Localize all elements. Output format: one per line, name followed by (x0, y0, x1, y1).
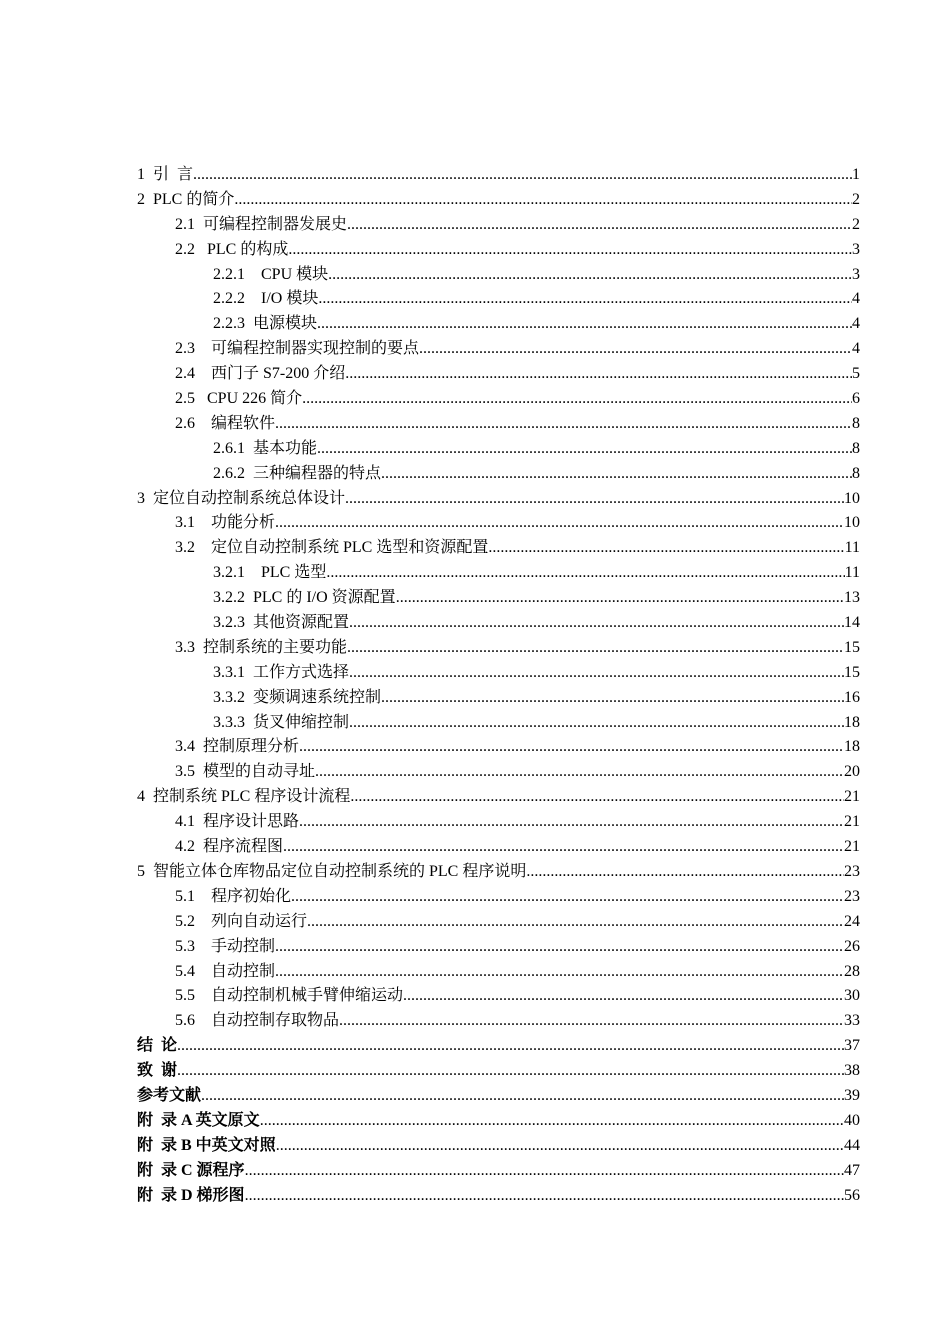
toc-entry-title: 附 录 A 英文原文 (137, 1111, 260, 1129)
toc-entry-title: 2.3 可编程控制器实现控制的要点 (175, 340, 420, 358)
toc-entry-title: 3.3 控制系统的主要功能 (175, 638, 348, 656)
toc-entry[interactable] (137, 412, 860, 437)
toc-entry-page-number: 3 (852, 240, 860, 258)
dot-leader (177, 1059, 844, 1084)
toc-entry-page-number: 8 (852, 439, 860, 457)
toc-entry-page-number: 3 (852, 265, 860, 283)
toc-entry-title: 附 录 D 梯形图 (137, 1186, 245, 1204)
dot-leader (291, 885, 844, 910)
toc-entry[interactable] (137, 636, 860, 661)
toc-entry[interactable] (137, 188, 860, 213)
toc-entry[interactable] (137, 487, 860, 512)
dot-leader (526, 860, 844, 885)
toc-entry[interactable] (137, 1084, 860, 1109)
dot-leader (349, 611, 844, 636)
toc-entry[interactable] (137, 1059, 860, 1084)
toc-entry[interactable] (137, 462, 860, 487)
toc-entry-title: 5.1 程序初始化 (175, 887, 292, 905)
dot-leader (288, 238, 852, 263)
toc-entry[interactable] (137, 536, 860, 561)
table-of-contents (137, 163, 860, 1208)
toc-entry-page-number: 21 (844, 788, 860, 806)
dot-leader (488, 536, 844, 561)
toc-entry-page-number: 47 (844, 1161, 860, 1179)
toc-entry[interactable] (137, 885, 860, 910)
dot-leader (275, 511, 844, 536)
toc-entry[interactable] (137, 437, 860, 462)
dot-leader (345, 362, 852, 387)
dot-leader (317, 437, 852, 462)
toc-entry[interactable] (137, 1009, 860, 1034)
dot-leader (349, 711, 844, 736)
toc-entry-page-number: 11 (844, 564, 860, 582)
toc-entry-page-number: 6 (852, 390, 860, 408)
dot-leader (419, 337, 852, 362)
toc-entry-page-number: 15 (844, 638, 860, 656)
toc-entry-page-number: 14 (844, 614, 860, 632)
toc-entry-page-number: 21 (844, 813, 860, 831)
toc-entry-title: 5.4 自动控制 (175, 962, 276, 980)
toc-entry-title: 2.4 西门子 S7-200 介绍 (175, 365, 346, 383)
toc-entry-page-number: 10 (844, 514, 860, 532)
toc-entry[interactable] (137, 586, 860, 611)
dot-leader (347, 636, 844, 661)
toc-entry-title: 3.3.2 变频调速系统控制 (213, 688, 382, 706)
toc-entry-page-number: 4 (852, 315, 860, 333)
toc-entry[interactable] (137, 511, 860, 536)
toc-entry-title: 5.5 自动控制机械手臂伸缩运动 (175, 987, 404, 1005)
toc-entry-page-number: 18 (844, 738, 860, 756)
toc-entry[interactable] (137, 935, 860, 960)
toc-entry[interactable] (137, 287, 860, 312)
dot-leader (299, 735, 844, 760)
toc-entry[interactable] (137, 735, 860, 760)
toc-entry[interactable] (137, 984, 860, 1009)
dot-leader (396, 586, 844, 611)
toc-entry-page-number: 18 (844, 713, 860, 731)
toc-entry-title: 2.6.1 基本功能 (213, 439, 318, 457)
toc-entry[interactable] (137, 1184, 860, 1209)
toc-entry-title: 3.2 定位自动控制系统 PLC 选型和资源配置 (175, 539, 489, 557)
dot-leader (275, 960, 844, 985)
toc-entry-title: 2.2 PLC 的构成 (175, 240, 289, 258)
toc-entry-title: 5 智能立体仓库物品定位自动控制系统的 PLC 程序说明 (137, 862, 527, 880)
dot-leader (381, 462, 852, 487)
toc-entry-title: 3.2.1 PLC 选型 (213, 564, 327, 582)
toc-entry-title: 3 定位自动控制系统总体设计 (137, 489, 346, 507)
dot-leader (403, 984, 844, 1009)
toc-entry-title: 2.2.1 CPU 模块 (213, 265, 329, 283)
toc-entry-title: 2.6.2 三种编程器的特点 (213, 464, 382, 482)
toc-entry-page-number: 10 (844, 489, 860, 507)
dot-leader (307, 910, 844, 935)
toc-entry-title: 2 PLC 的简介 (137, 190, 235, 208)
toc-entry-page-number: 39 (844, 1086, 860, 1104)
toc-entry-title: 3.3.3 货叉伸缩控制 (213, 713, 350, 731)
toc-entry[interactable] (137, 910, 860, 935)
toc-entry-page-number: 20 (844, 763, 860, 781)
dot-leader (245, 1184, 844, 1209)
dot-leader (315, 760, 844, 785)
dot-leader (276, 1134, 844, 1159)
dot-leader (339, 1009, 844, 1034)
toc-entry-page-number: 26 (844, 937, 860, 955)
toc-entry-page-number: 21 (844, 838, 860, 856)
toc-entry-page-number: 5 (852, 365, 860, 383)
toc-entry-title: 2.2.3 电源模块 (213, 315, 318, 333)
toc-entry-title: 3.3.1 工作方式选择 (213, 663, 350, 681)
toc-entry[interactable] (137, 760, 860, 785)
toc-entry-page-number: 37 (844, 1037, 860, 1055)
toc-entry-page-number: 2 (852, 215, 860, 233)
toc-entry-page-number: 28 (844, 962, 860, 980)
toc-entry-title: 3.2.3 其他资源配置 (213, 614, 350, 632)
toc-entry-page-number: 40 (844, 1111, 860, 1129)
toc-entry-page-number: 44 (844, 1136, 860, 1154)
dot-leader (345, 487, 844, 512)
toc-entry-title: 4.2 程序流程图 (175, 838, 284, 856)
toc-entry-page-number: 13 (844, 589, 860, 607)
dot-leader (245, 1159, 844, 1184)
toc-entry-title: 3.2.2 PLC 的 I/O 资源配置 (213, 589, 396, 607)
toc-entry[interactable] (137, 960, 860, 985)
dot-leader (201, 1084, 844, 1109)
dot-leader (347, 213, 852, 238)
toc-entry-page-number: 4 (852, 290, 860, 308)
toc-entry[interactable] (137, 312, 860, 337)
toc-entry-page-number: 16 (844, 688, 860, 706)
toc-entry[interactable] (137, 1134, 860, 1159)
toc-entry[interactable] (137, 711, 860, 736)
toc-entry-page-number: 56 (844, 1186, 860, 1204)
dot-leader (234, 188, 852, 213)
toc-entry-title: 附 录 C 源程序 (137, 1161, 245, 1179)
toc-entry-page-number: 24 (844, 912, 860, 930)
toc-entry[interactable] (137, 661, 860, 686)
dot-leader (275, 412, 852, 437)
toc-entry[interactable] (137, 263, 860, 288)
dot-leader (299, 810, 844, 835)
toc-entry-page-number: 30 (844, 987, 860, 1005)
dot-leader (326, 561, 844, 586)
toc-entry[interactable] (137, 337, 860, 362)
dot-leader (283, 835, 844, 860)
dot-leader (381, 686, 844, 711)
dot-leader (260, 1109, 844, 1134)
dot-leader (302, 387, 852, 412)
toc-entry-title: 参考文献 (137, 1086, 202, 1104)
toc-entry-title: 2.1 可编程控制器发展史 (175, 215, 348, 233)
dot-leader (193, 163, 852, 188)
toc-entry-title: 5.6 自动控制存取物品 (175, 1012, 340, 1030)
toc-entry[interactable] (137, 686, 860, 711)
dot-leader (350, 785, 844, 810)
toc-entry-title: 5.2 列向自动运行 (175, 912, 308, 930)
toc-entry-page-number: 15 (844, 663, 860, 681)
toc-entry-title: 5.3 手动控制 (175, 937, 276, 955)
toc-entry[interactable] (137, 785, 860, 810)
toc-entry-page-number: 8 (852, 414, 860, 432)
toc-entry-title: 4.1 程序设计思路 (175, 813, 300, 831)
toc-entry[interactable] (137, 611, 860, 636)
toc-entry[interactable] (137, 163, 860, 188)
dot-leader (318, 287, 852, 312)
dot-leader (177, 1034, 844, 1059)
toc-entry-page-number: 8 (852, 464, 860, 482)
toc-entry-title: 2.5 CPU 226 简介 (175, 390, 303, 408)
toc-entry[interactable] (137, 561, 860, 586)
toc-entry-page-number: 1 (852, 166, 860, 183)
toc-entry-page-number: 11 (844, 539, 860, 557)
toc-entry[interactable] (137, 860, 860, 885)
toc-entry-page-number: 2 (852, 190, 860, 208)
toc-entry[interactable] (137, 1159, 860, 1184)
dot-leader (349, 661, 844, 686)
toc-entry[interactable] (137, 213, 860, 238)
toc-entry-page-number: 33 (844, 1012, 860, 1030)
dot-leader (328, 263, 852, 288)
toc-entry-title: 1 引 言 (137, 166, 194, 183)
toc-entry-page-number: 4 (852, 340, 860, 358)
toc-entry-page-number: 23 (844, 862, 860, 880)
toc-entry-title: 4 控制系统 PLC 程序设计流程 (137, 788, 351, 806)
toc-entry-title: 附 录 B 中英文对照 (137, 1136, 276, 1154)
toc-entry-title: 致 谢 (137, 1062, 178, 1080)
toc-entry-title: 2.6 编程软件 (175, 414, 276, 432)
toc-entry-page-number: 23 (844, 887, 860, 905)
toc-entry-page-number: 38 (844, 1062, 860, 1080)
toc-entry[interactable] (137, 362, 860, 387)
toc-entry-title: 3.5 模型的自动寻址 (175, 763, 316, 781)
toc-entry[interactable] (137, 810, 860, 835)
toc-entry[interactable] (137, 387, 860, 412)
dot-leader (275, 935, 844, 960)
dot-leader (317, 312, 852, 337)
toc-entry[interactable] (137, 1034, 860, 1059)
toc-entry[interactable] (137, 1109, 860, 1134)
toc-entry-title: 3.4 控制原理分析 (175, 738, 300, 756)
toc-entry-title: 结 论 (137, 1037, 178, 1055)
toc-entry[interactable] (137, 238, 860, 263)
toc-entry-title: 3.1 功能分析 (175, 514, 276, 532)
toc-entry-title: 2.2.2 I/O 模块 (213, 290, 319, 308)
toc-entry[interactable] (137, 835, 860, 860)
